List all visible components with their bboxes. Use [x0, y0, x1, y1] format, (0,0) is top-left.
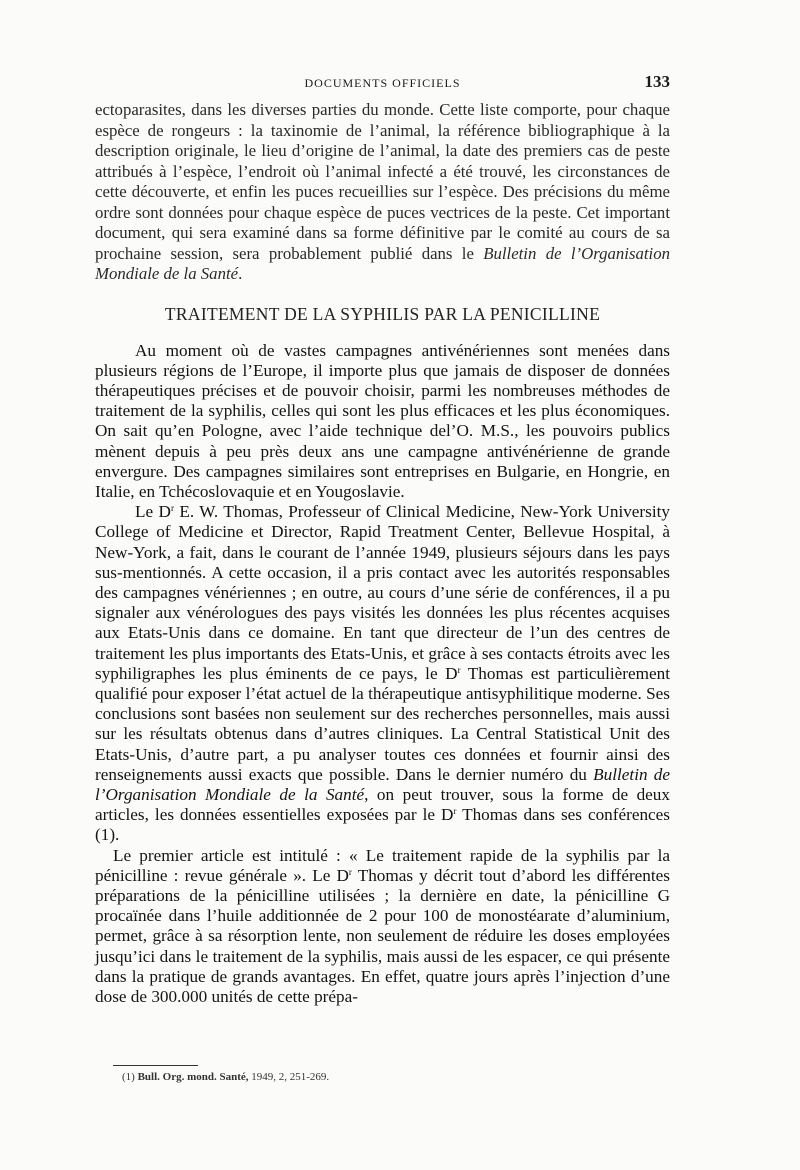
footnote: [122, 1071, 329, 1083]
text-run: E. W. Thomas, Professeur of Clinical Medicine, New-York University College of Medicine et Director, Rapid Treatment Center, Bellevue Hospital, à New-York, a fait, dans le courant de l’année 1949, plusieurs séjours dans les pays sus-mentionnés. A cette occasion, il a pris contact avec les autorités responsables des campagnes vénériennes ; en outre, au cours d’une série de conférences, il a pu signaler aux vénérologues des pays visités les données les plus récentes acquises aux Etats-Unis dans ce domaine. En tant que directeur de l’un des centres de traitement les plus importants des Etats-Unis, et grâce à ses contacts étroits avec les syphiligraphes les plus éminents de ce pays, le D: [95, 502, 670, 683]
footnote-source: Bull. Org. mond. Santé,: [137, 1071, 249, 1083]
page-header: [95, 72, 670, 96]
page-number: 133: [644, 72, 670, 91]
paragraph-end: .: [238, 264, 243, 283]
section-title: TRAITEMENT DE LA SYPHILIS PAR LA PENICILLINE: [164, 303, 601, 324]
running-head: DOCUMENTS OFFICIELS: [304, 76, 461, 90]
text-run: Le premier article est intitulé : « Le traitement rapide de la syphilis par la pénicilline : revue générale ». Le D: [95, 845, 670, 885]
paragraph-continuation: [95, 100, 670, 285]
paragraph-text: ectoparasites, dans les diverses parties du monde. Cette liste comporte, pour chaque espèce de rongeurs : la taxinomie de l’animal, la référence bibliographique à la description originale, le lieu d’origine de l’animal, la date des premiers cas de peste attribués à l’espèce, l’endroit où l’animal infecté a été trouvé, les circonstances de cette découverte, et enfin les puces recueillies sur l’espèce. Des précisions du même ordre sont données pour chaque espèce de puces vectrices de la peste. Cet important document, qui sera examiné dans sa forme définitive par le comité au cours de sa prochaine session, sera probablement publié dans le: [95, 100, 670, 263]
paragraph-first-article: [95, 846, 670, 1008]
superscript: r: [348, 866, 352, 877]
footnote-details: 1949, 2, 251-269.: [251, 1071, 330, 1083]
text-run: Thomas est particulièrement qualifié pour exposer l’état actuel de la thérapeutique antisyphilitique moderne. Ses conclusions sont basées non seulement sur des recherches personnelles, mais aussi sur les résultats obtenus dans d’autres cliniques. La Central Statistical Unit des Etats-Unis, d’autre part, a pu analyser toutes ces données et fournir ainsi des renseignements aussi exacts que possible. Dans le dernier numéro du: [95, 663, 670, 784]
paragraph-thomas: [95, 502, 670, 845]
journal-title: Bulletin de l’Organisation Mondiale de la Santé: [95, 243, 670, 283]
text-run: , on peut trouver, sous la forme de deux articles, les données essentielles exposées par le D: [95, 784, 670, 825]
text-run: Thomas y décrit tout d’abord les différentes préparations de la pénicilline utilisées ; la dernière en date, la pénicilline G procaïnée dans l’huile additionnée de 2 pour 100 de monostéarate d’aluminium, permet, grâce à sa résorption lente, non seulement de réduire les doses employées jusqu’ici dans le traitement de la syphilis, mais aussi de les espacer, ce qui présente dans la pratique de grands avantages. En effet, quatre jours après l’injection d’une dose de 300.000 unités de cette prépa-: [95, 865, 670, 1006]
body-text: [95, 100, 670, 1007]
footnote-rule: [113, 1065, 198, 1066]
text-run: Thomas dans ses conférences (1).: [95, 805, 671, 845]
paragraph-intro: Au moment où de vastes campagnes antivénériennes sont menées dans plusieurs régions de l’Europe, il importe plus que jamais de disposer de données thérapeutiques précises et de pouvoir choisir, parmi les nombreuses méthodes de traitement de la syphilis, celles qui sont les plus efficaces et les plus économiques. On sait qu’en Pologne, avec l’aide technique del’O. M.S., les pouvoirs publics mènent depuis à peu près deux ans une campagne antivénérienne de grande envergure. Des campagnes similaires sont entreprises en Bulgarie, en Hongrie, en Italie, en Tchécoslovaquie et en Yougoslavie.: [95, 340, 670, 501]
footnote-marker: (1): [122, 1071, 135, 1083]
journal-title: Bulletin de l’Organisation Mondiale de la Santé: [95, 764, 671, 804]
superscript: r: [453, 806, 457, 817]
superscript: r: [170, 503, 174, 514]
text-run: Le D: [135, 502, 171, 522]
superscript: r: [457, 664, 461, 675]
